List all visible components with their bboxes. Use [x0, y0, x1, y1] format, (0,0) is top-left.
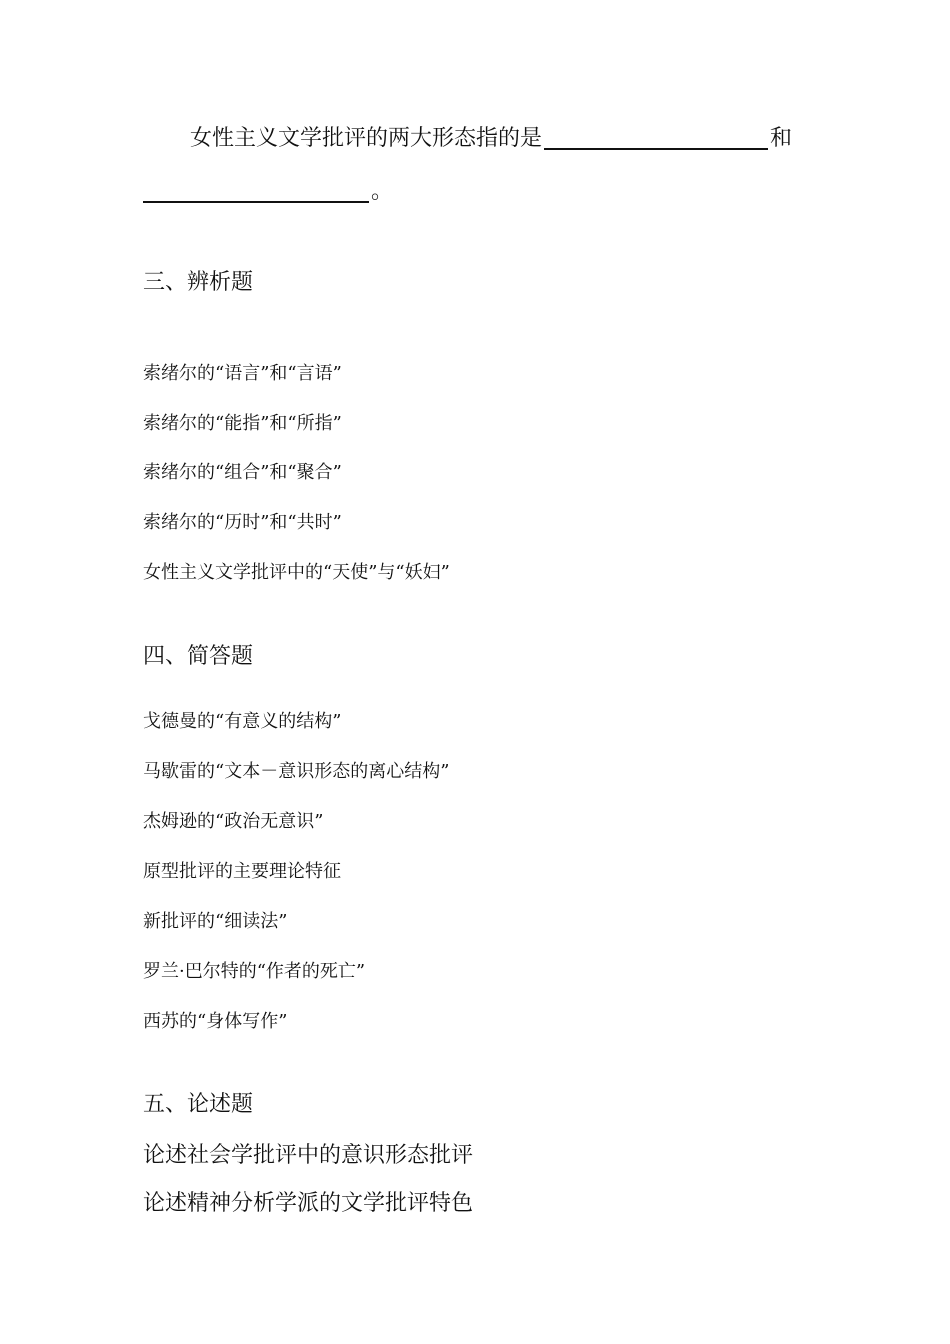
fill-blank-text-end: 。 — [371, 179, 394, 204]
list-item: 杰姆逊的“政治无意识” — [143, 811, 324, 832]
section-heading-essay: 五、论述题 — [143, 1092, 254, 1117]
fill-blank-question-continued — [143, 176, 393, 203]
section-heading-analysis: 三、辨析题 — [143, 270, 254, 295]
list-item: 索绪尔的“历时”和“共时” — [143, 512, 342, 533]
list-item: 罗兰·巴尔特的“作者的死亡” — [143, 961, 366, 982]
fill-blank-question — [190, 122, 792, 150]
list-item: 索绪尔的“语言”和“言语” — [143, 363, 342, 384]
list-item: 戈德曼的“有意义的结构” — [143, 711, 342, 732]
list-item: 索绪尔的“能指”和“所指” — [143, 413, 342, 434]
list-item: 论述社会学批评中的意识形态批评 — [143, 1143, 474, 1168]
list-item: 索绪尔的“组合”和“聚合” — [143, 462, 342, 483]
section-heading-short-answer: 四、简答题 — [143, 644, 254, 669]
list-item: 女性主义文学批评中的“天使”与“妖妇” — [143, 562, 450, 583]
fill-blank-text-before: 女性主义文学批评的两大形态指的是 — [190, 126, 543, 151]
list-item: 新批评的“细读法” — [143, 911, 288, 932]
list-item: 原型批评的主要理论特征 — [143, 861, 341, 882]
list-item: 论述精神分析学派的文学批评特色 — [143, 1191, 474, 1216]
answer-blank-1[interactable] — [544, 122, 768, 150]
answer-blank-2[interactable] — [143, 176, 369, 203]
list-item: 马歇雷的“文本－意识形态的离心结构” — [143, 761, 450, 782]
fill-blank-text-middle: 和 — [770, 126, 793, 151]
list-item: 西苏的“身体写作” — [143, 1011, 288, 1032]
